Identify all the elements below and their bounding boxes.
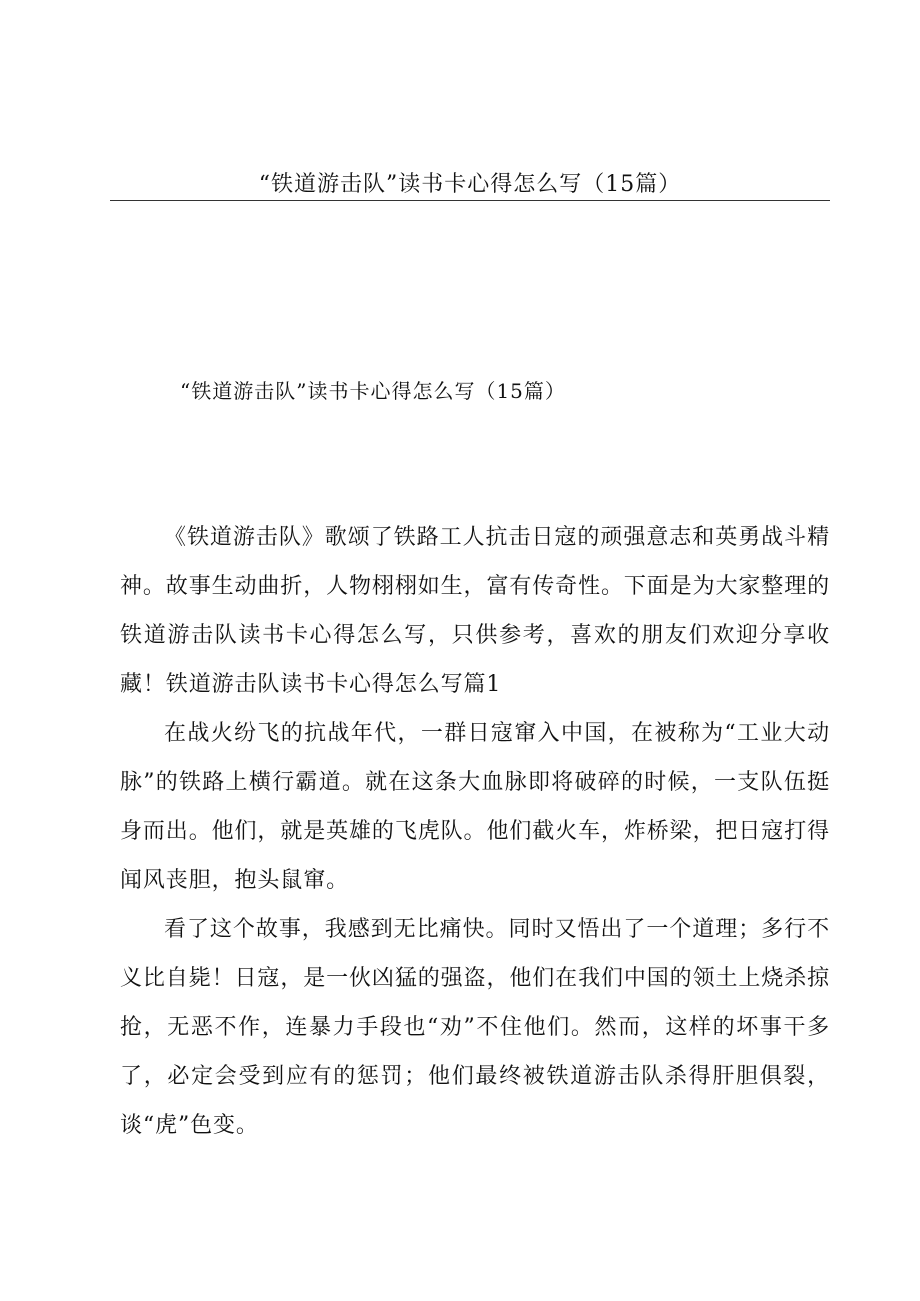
- running-header-title: “铁道游击队”读书卡心得怎么写（15篇）: [258, 172, 682, 197]
- document-title: “铁道游击队”读书卡心得怎么写（15篇）: [180, 379, 566, 403]
- document-body: [120, 513, 830, 1150]
- body-paragraph-2: 在战火纷飞的抗战年代，一群日寇窜入中国，在被称为“工业大动脉”的铁路上横行霸道。就在这条大血脉即将破碎的时候，一支队伍挺身而出。他们，就是英雄的飞虎队。他们截火车，炸桥梁，把日寇打得闻风丧胆，抱头鼠窜。: [120, 721, 830, 893]
- body-paragraph-1: 《铁道游击队》歌颂了铁路工人抗击日寇的顽强意志和英勇战斗精神。故事生动曲折，人物栩栩如生，富有传奇性。下面是为大家整理的铁道游击队读书卡心得怎么写，只供参考，喜欢的朋友们欢迎分享收藏！铁道游击队读书卡心得怎么写篇1: [120, 525, 830, 697]
- body-paragraph-3: 看了这个故事，我感到无比痛快。同时又悟出了一个道理；多行不义比自毙！日寇，是一伙凶猛的强盗，他们在我们中国的领土上烧杀掠抢，无恶不作，连暴力手段也“劝”不住他们。然而，这样的坏事干多了，必定会受到应有的惩罚；他们最终被铁道游击队杀得肝胆俱裂，谈“虎”色变。: [120, 917, 830, 1138]
- header-divider: [110, 200, 830, 201]
